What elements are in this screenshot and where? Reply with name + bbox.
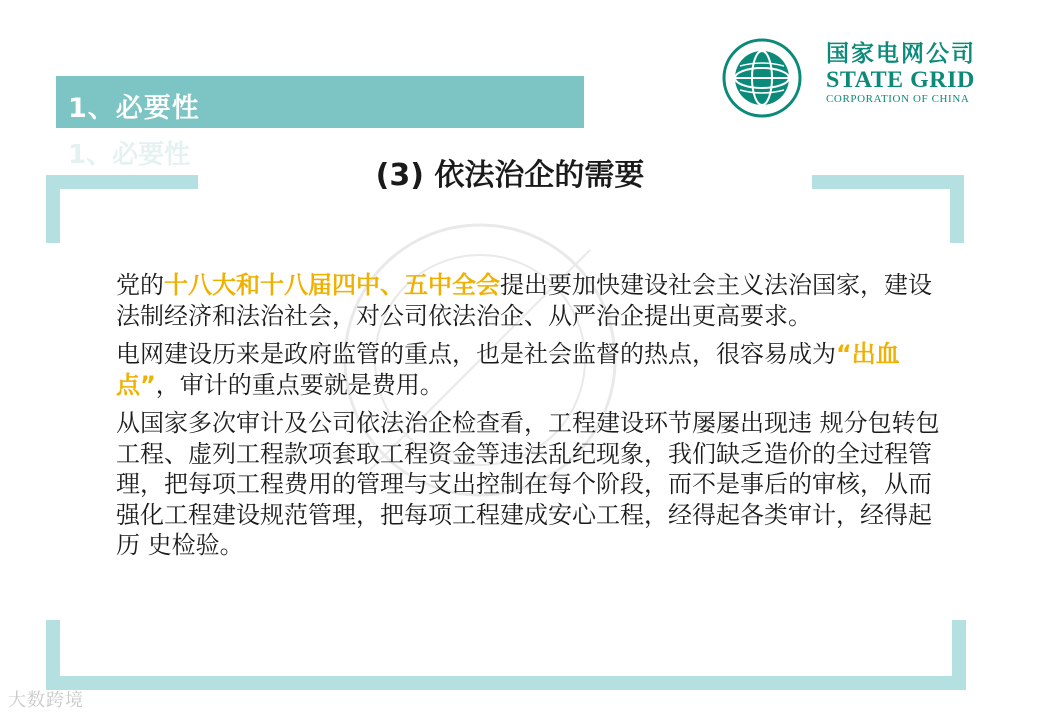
paragraph-1: [66, 270, 946, 331]
frame-corner-bottom-left-vertical: [46, 620, 60, 690]
footer-watermark: 大数跨境: [8, 690, 84, 711]
banner-ghost-text: 1、必要性: [68, 140, 191, 170]
paragraph-3: 从国家多次审计及公司依法治企检查看，工程建设环节屡屡出现违 规分包转包工程、虚列工程款项套取工程资金等违法乱纪现象，我们缺乏造价的全过程管理，把每项工程费用的管理与支出控制在每个阶段，而不是事后的审核，从而强化工程建设规范管理，把每项工程建成安心工程，经得起各类审计，经得起历 史检验。: [116, 409, 940, 559]
logo-en-name: STATE GRID: [826, 68, 975, 93]
paragraph-2-lead: 电网建设历来是政府监管的重点，也是社会监督的热点，很容易成为: [116, 340, 836, 368]
paragraph-1-rest: 提出要加快建设社会主义法治国家，建设法制经济和法治社会，对公司依法治企、从严治企提出更高要求。: [116, 271, 932, 330]
logo-cn-name: 国家电网公司: [826, 41, 976, 67]
state-grid-logo-text: [826, 40, 1026, 106]
logo-en-subtitle: CORPORATION OF CHINA: [826, 93, 970, 105]
section-banner: [56, 76, 584, 128]
banner-ghost-decoration: [56, 128, 316, 170]
state-grid-globe-logo: [722, 38, 802, 118]
frame-corner-bottom-right-vertical: [952, 620, 966, 690]
slide-heading: (3) 依法治企的需要: [375, 158, 645, 193]
section-title: 1、必要性: [68, 93, 200, 124]
paragraph-2-rest: ，审计的重点要就是费用。: [155, 370, 444, 399]
paragraph-1-lead: 党的: [116, 271, 164, 299]
paragraph-1-highlight: 十八大和十八届四中、五中全会: [164, 271, 500, 299]
frame-bottom-bar: [46, 676, 966, 690]
paragraph-2-highlight: “出血点”: [116, 340, 900, 399]
slide-body: [66, 270, 946, 569]
paragraph-2: [66, 339, 946, 400]
